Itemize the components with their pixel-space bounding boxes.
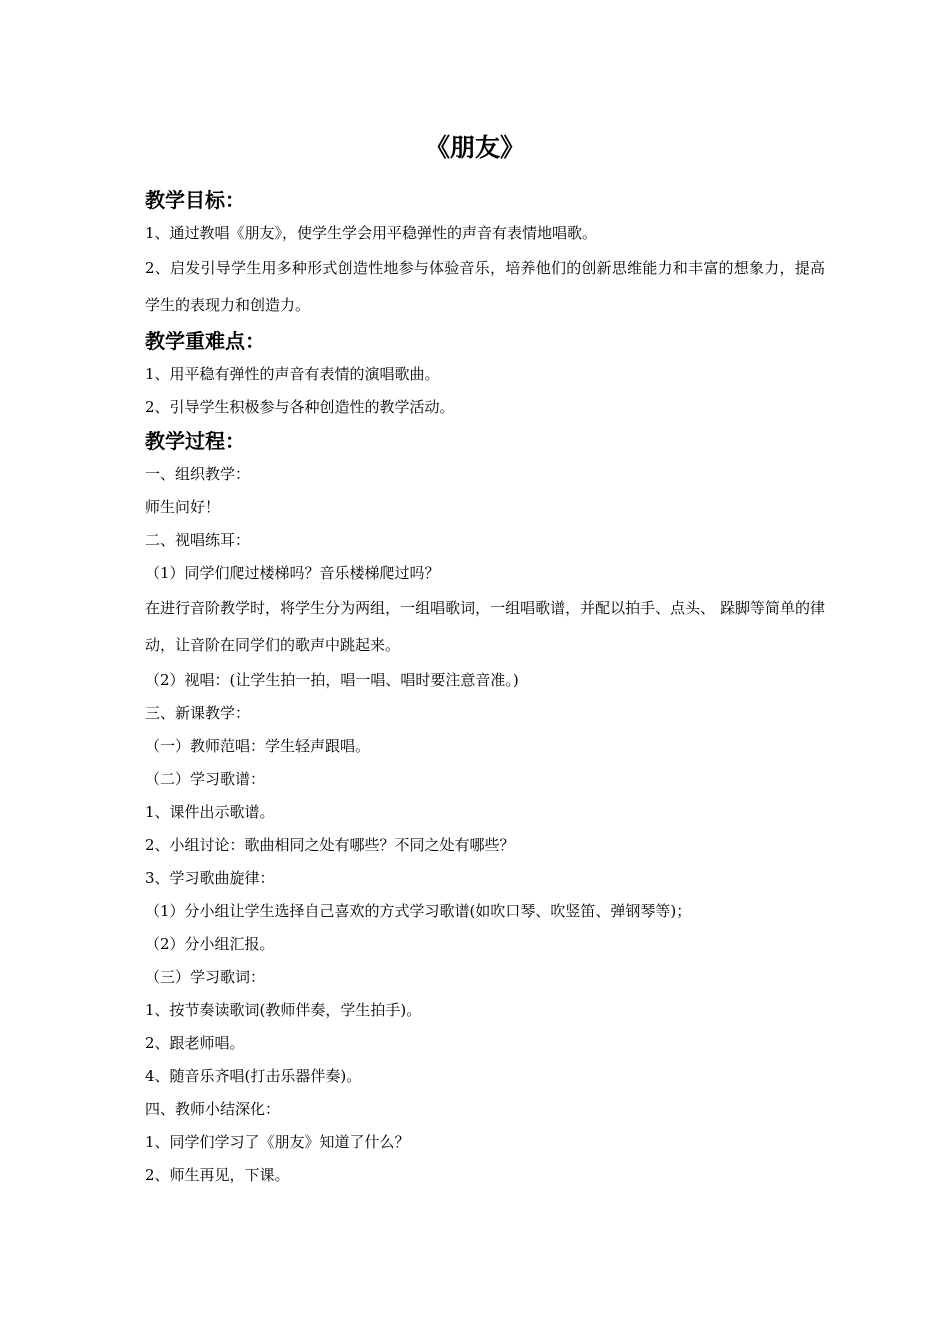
process-step: 四、教师小结深化： — [145, 1100, 281, 1118]
process-step: 4、随音乐齐唱(打击乐器伴奏)。 — [145, 1067, 362, 1085]
process-step: （一）教师范唱：学生轻声跟唱。 — [145, 737, 371, 755]
process-step: （1）分小组让学生选择自己喜欢的方式学习歌谱(如吹口琴、吹竖笛、弹钢琴等)； — [145, 902, 692, 920]
process-step: （1）同学们爬过楼梯吗？音乐楼梯爬过吗？ — [145, 564, 440, 582]
document-body — [145, 183, 825, 1192]
process-step: 1、同学们学习了《朋友》知道了什么？ — [145, 1133, 410, 1151]
process-step: （二）学习歌谱： — [145, 770, 266, 788]
process-step: 2、师生再见，下课。 — [145, 1166, 290, 1184]
goal-item: 1、通过教唱《朋友》，使学生学会用平稳弹性的声音有表情地唱歌。 — [145, 224, 598, 242]
process-step: （三）学习歌词： — [145, 968, 266, 986]
process-step: （2）分小组汇报。 — [145, 935, 275, 953]
process-step: 1、按节奏读歌词(教师伴奏，学生拍手)。 — [145, 1001, 422, 1019]
section-heading-key-points: 教学重难点： — [145, 329, 265, 353]
key-point-item: 1、用平稳有弹性的声音有表情的演唱歌曲。 — [145, 365, 440, 383]
process-step: （2）视唱：(让学生拍一拍，唱一唱、唱时要注意音准。) — [145, 671, 519, 689]
process-step: 师生问好！ — [145, 498, 221, 516]
process-step: 在进行音阶教学时，将学生分为两组，一组唱歌词，一组唱歌谱，并配以拍手、点头、 跺脚等简单的律动，让音阶在同学们的歌声中跳起来。 — [145, 599, 825, 654]
goal-item: 2、启发引导学生用多种形式创造性地参与体验音乐，培养他们的创新思维能力和丰富的想象力，提高学生的表现力和创造力。 — [145, 259, 825, 314]
process-step: 一、组织教学： — [145, 465, 251, 483]
process-step: 三、新课教学： — [145, 704, 251, 722]
process-step: 2、小组讨论：歌曲相同之处有哪些？不同之处有哪些？ — [145, 836, 515, 854]
section-heading-goals: 教学目标： — [145, 188, 245, 212]
process-step: 二、视唱练耳： — [145, 531, 251, 549]
process-step: 1、课件出示歌谱。 — [145, 803, 275, 821]
process-step: 2、跟老师唱。 — [145, 1034, 245, 1052]
key-point-item: 2、引导学生积极参与各种创造性的教学活动。 — [145, 398, 455, 416]
process-step: 3、学习歌曲旋律： — [145, 869, 275, 887]
section-heading-process: 教学过程： — [145, 429, 245, 453]
document-title: 《朋友》 — [424, 133, 525, 162]
